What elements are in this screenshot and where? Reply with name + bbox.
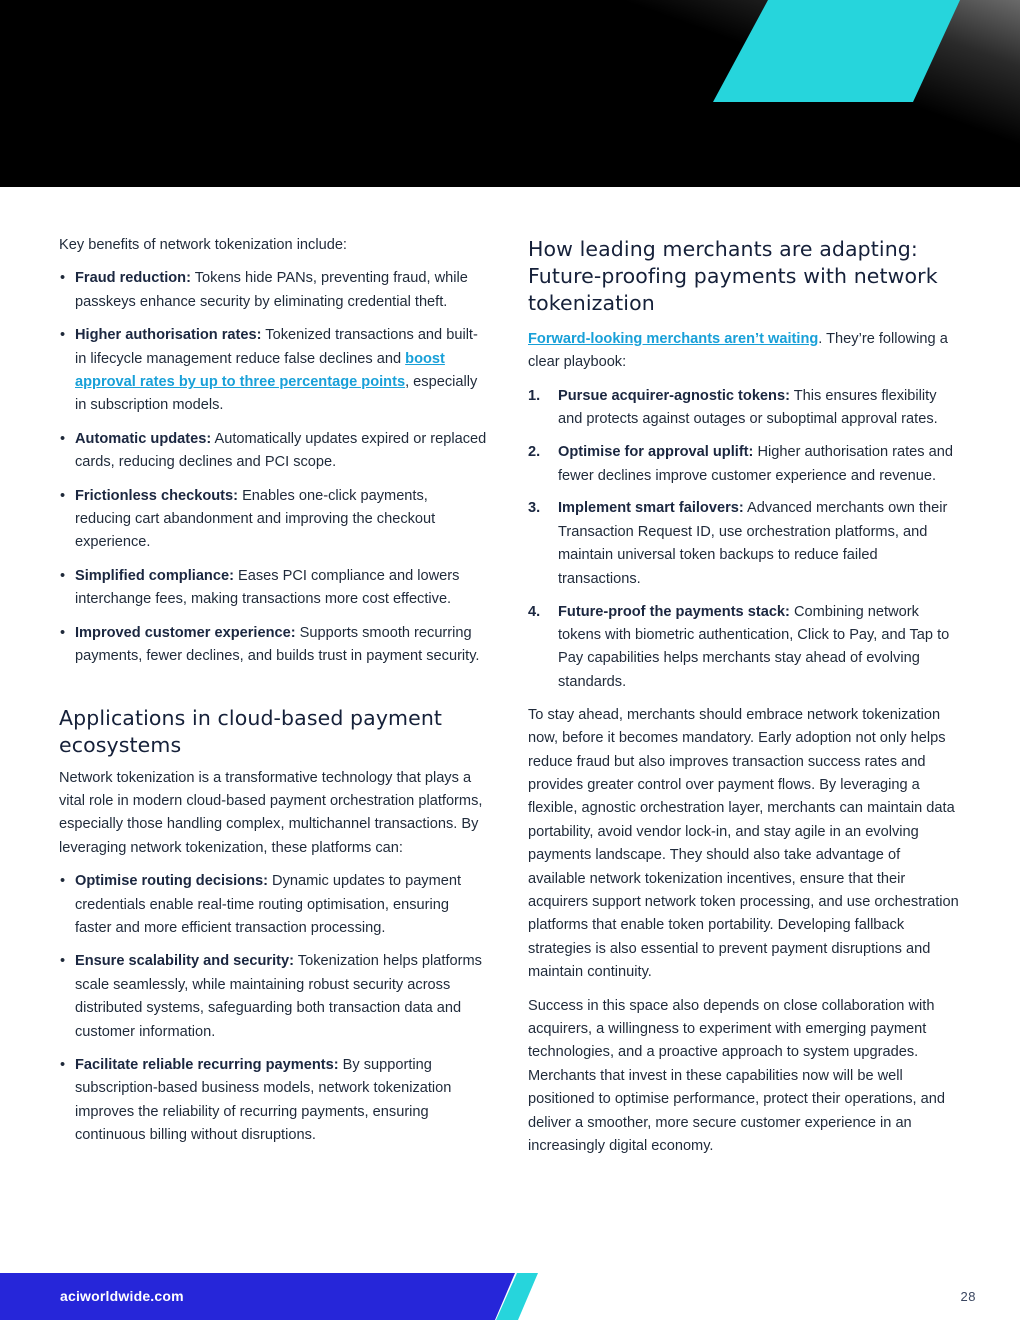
- list-item: 1. Pursue acquirer-agnostic tokens: This ensures flexibility and protects against outages or suboptimal approval rates.: [528, 387, 938, 428]
- paragraph-success: Success in this space also depends on close collaboration with acquirers, a willingness to experiment with emerging payment technologies, and a proactive approach to system upgrades. Merchants that invest in these capabilities now will be well positioned to optimise performance, protect their operations, and deliver a smoother, more secure customer experience in an increasingly digital economy.: [528, 997, 945, 1154]
- list-item: • Fraud reduction: Tokens hide PANs, preventing fraud, while passkeys enhance security by eliminating credential theft.: [60, 270, 468, 310]
- right-column: [528, 234, 960, 1168]
- playbook-intro: Forward-looking merchants aren’t waiting. They’re following a clear playbook:: [528, 331, 948, 371]
- list-item: 3. Implement smart failovers: Advanced merchants own their Transaction Request ID, use orchestration platforms, and maintain universal token backups to reduce failed transactions.: [528, 500, 948, 587]
- paragraph-stay-ahead: To stay ahead, merchants should embrace network tokenization now, before it becomes mandatory. Early adoption not only helps reduce fraud but also improves transaction success rates and provides greater control over payment flows. By leveraging a flexible, agnostic orchestration layer, merchants can maintain data portability, avoid vendor lock-in, and stay agile in an evolving payments landscape. They should also take advantage of available network tokenization incentives, ensure that their acquirers support network token processing, and use orchestration platforms that enable token portability. Developing fallback strategies is also essential to prevent payment disruptions and maintain continuity.: [528, 706, 959, 981]
- list-item: • Automatic updates: Automatically updates expired or replaced cards, reducing declines and PCI scope.: [60, 430, 487, 471]
- list-item: • Frictionless checkouts: Enables one-click payments, reducing cart abandonment and improving the checkout experience.: [60, 487, 436, 551]
- page-number: 28: [960, 1289, 976, 1304]
- playbook-list: [528, 385, 960, 694]
- approval-rates-link[interactable]: boost approval rates by up to three percentage points: [75, 350, 445, 391]
- list-item: • Facilitate reliable recurring payments: By supporting subscription-based business models, network tokenization improves the reliability of recurring payments, ensuring continuous billing without disruptions.: [60, 1056, 452, 1144]
- applications-intro: Network tokenization is a transformative technology that plays a vital role in modern cloud-based payment orchestration platforms, especially those handling complex, multichannel transactions. By leveraging network tokenization, these platforms can:: [59, 769, 483, 856]
- header-banner: [0, 0, 1020, 187]
- website-link[interactable]: aciworldwide.com: [60, 1288, 184, 1304]
- applications-list: [59, 870, 487, 1147]
- list-item: • Simplified compliance: Eases PCI compliance and lowers interchange fees, making transactions more cost effective.: [60, 567, 460, 608]
- list-item: 4. Future-proof the payments stack: Combining network tokens with biometric authentication, Click to Pay, and Tap to Pay capabilities helps merchants stay ahead of evolving standards.: [528, 603, 950, 690]
- list-item: • Improved customer experience: Supports smooth recurring payments, fewer declines, and builds trust in payment security.: [60, 624, 480, 665]
- list-item: 2. Optimise for approval uplift: Higher authorisation rates and fewer declines improve customer experience and revenue.: [528, 444, 953, 484]
- applications-heading: Applications in cloud-based payment ecosystems: [59, 705, 443, 757]
- benefits-list: [59, 267, 487, 668]
- list-item: • Optimise routing decisions: Dynamic updates to payment credentials enable real-time routing optimisation, ensuring faster and more efficient transaction processing.: [60, 873, 462, 936]
- forward-looking-merchants-link[interactable]: Forward-looking merchants aren’t waiting: [528, 331, 819, 347]
- teal-parallelogram-shape: [0, 0, 1020, 187]
- benefits-intro: Key benefits of network tokenization include:: [59, 237, 347, 253]
- list-item: • Higher authorisation rates: Tokenized transactions and built-in lifecycle management reduce false declines and boost approval rates by up to three percentage points, especially in subscription models.: [60, 327, 478, 414]
- merchants-heading: How leading merchants are adapting: Future-proofing payments with network tokenization: [528, 237, 938, 315]
- footer-bar: [0, 1273, 1020, 1320]
- list-item: • Ensure scalability and security: Tokenization helps platforms scale seamlessly, while maintaining robust security across distributed systems, safeguarding both transaction data and customer information.: [60, 953, 482, 1040]
- left-column: [59, 234, 487, 1158]
